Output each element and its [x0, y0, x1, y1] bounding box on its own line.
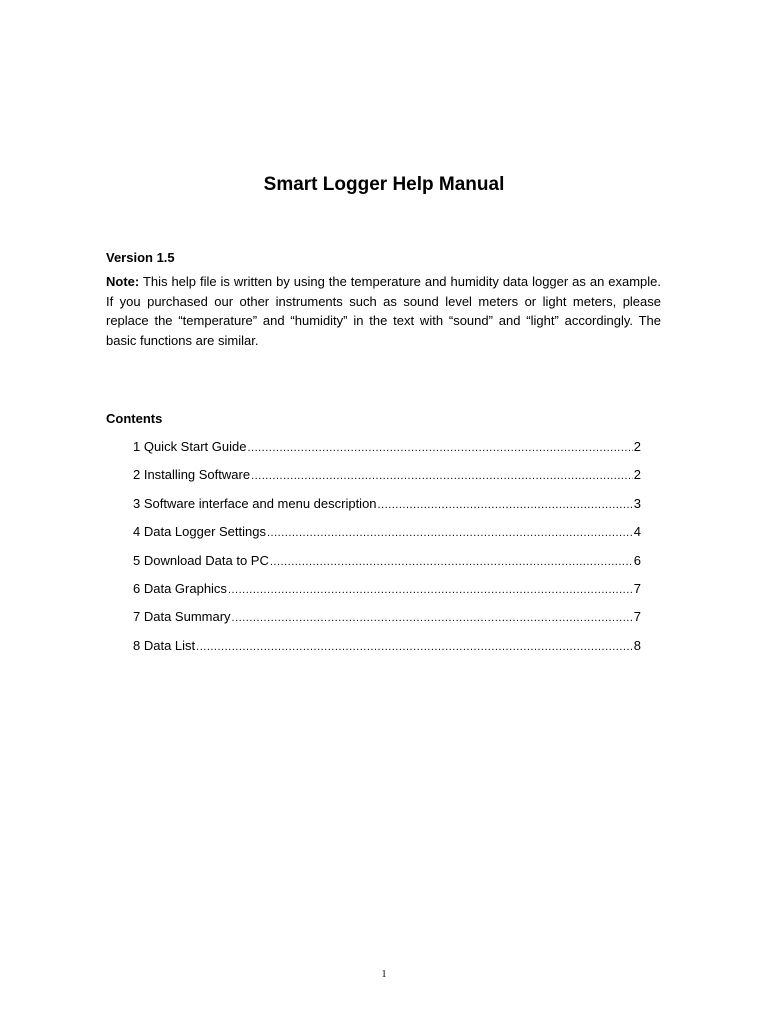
note-text: This help file is written by using the temperature and humidity data logger as an example. If you purchased our other instruments such as sound level meters or light meters, please replace the “temperature” and “humidity” in the text with “sound” and “light” accordingly. The basic functions are similar. — [106, 274, 661, 349]
toc-entry-label: 7 Data Summary — [133, 609, 231, 625]
toc-dot-leader — [251, 466, 633, 486]
toc-entry-data-logger-settings[interactable] — [133, 522, 641, 550]
toc-entry-data-summary[interactable] — [133, 607, 641, 635]
toc-entry-label: 3 Software interface and menu description — [133, 495, 377, 511]
toc-entry-label: 2 Installing Software — [133, 467, 251, 483]
toc-entry-page: 4 — [633, 524, 641, 540]
toc-dot-leader — [196, 637, 633, 657]
toc-entry-data-graphics[interactable] — [133, 579, 641, 607]
toc-dot-leader — [267, 523, 633, 543]
page-title: Smart Logger Help Manual — [263, 174, 505, 195]
version-label: Version 1.5 — [106, 250, 175, 265]
toc-entry-quick-start-guide[interactable] — [133, 437, 641, 465]
toc-entry-label: 5 Download Data to PC — [133, 552, 269, 568]
toc-entry-page: 7 — [633, 609, 641, 625]
toc-entry-label: 6 Data Graphics — [133, 580, 227, 596]
note-label: Note: — [106, 274, 140, 289]
toc-dot-leader — [247, 438, 632, 458]
toc-entry-page: 7 — [633, 580, 641, 596]
toc-entry-label: 1 Quick Start Guide — [133, 439, 247, 454]
toc-entry-page: 8 — [633, 637, 641, 653]
toc-entry-page: 2 — [633, 439, 641, 454]
toc-entry-label: 8 Data List — [133, 637, 196, 653]
toc-entry-page: 2 — [633, 467, 641, 483]
note-paragraph — [106, 272, 661, 351]
toc-entry-label: 4 Data Logger Settings — [133, 524, 266, 540]
toc-entry-installing-software[interactable] — [133, 465, 641, 493]
contents-heading: Contents — [106, 411, 163, 426]
toc-entry-page: 6 — [633, 552, 641, 568]
toc-entry-data-list[interactable] — [133, 636, 641, 664]
table-of-contents — [133, 437, 641, 664]
toc-dot-leader — [232, 608, 633, 628]
toc-dot-leader — [228, 580, 633, 600]
toc-dot-leader — [378, 495, 633, 515]
toc-entry-software-interface[interactable] — [133, 494, 641, 522]
toc-entry-download-data[interactable] — [133, 551, 641, 579]
page-number: 1 — [381, 969, 387, 980]
toc-entry-page: 3 — [633, 495, 641, 511]
toc-dot-leader — [270, 552, 633, 572]
